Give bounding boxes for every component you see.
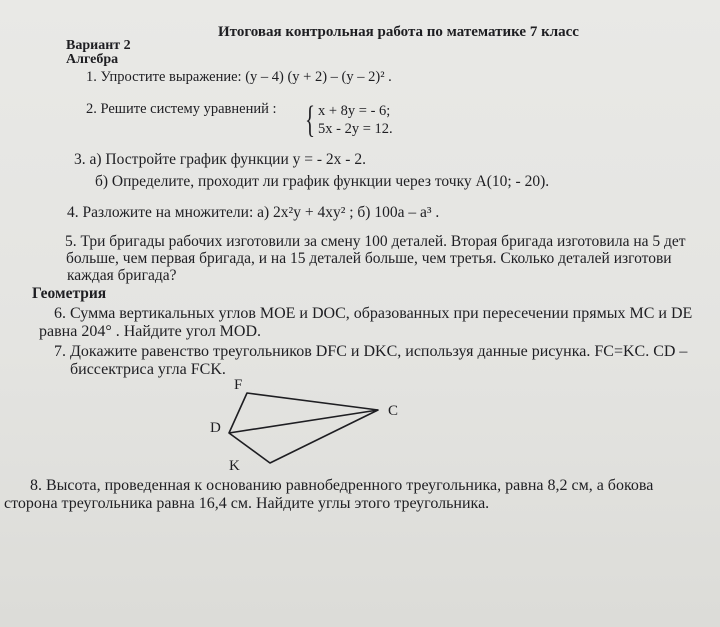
vertex-label-c: C	[388, 403, 399, 419]
task-2: 2. Решите систему уравнений :	[86, 101, 277, 117]
task-4: 4. Разложите на множители: а) 2x²y + 4xy² ; б) 100a – a³ .	[67, 204, 440, 221]
task-7-line-2: биссектриса угла FCK.	[70, 361, 226, 378]
task-5-line-3: каждая бригада?	[67, 267, 177, 284]
task-7-line-1: 7. Докажите равенство треугольников DFC и DKC, используя данные рисунка. FC=KC. CD –	[54, 343, 688, 360]
task-2-equation-2: 5x - 2y = 12.	[318, 121, 393, 137]
task-3a: 3. а) Постройте график функции y = - 2x - 2.	[74, 151, 366, 168]
section-geometry-heading: Геометрия	[32, 285, 107, 302]
quadrilateral-outline	[229, 393, 378, 463]
task-3b: б) Определите, проходит ли график функции через точку A(10; - 20).	[95, 173, 550, 190]
task-6-line-1: 6. Сумма вертикальных углов MOE и DOC, образованных при пересечении прямых MC и DE	[54, 305, 693, 322]
page-title: Итоговая контрольная работа по математике 7 класс	[218, 24, 579, 40]
task-5-line-2: больше, чем первая бригада, и на 15 деталей больше, чем третья. Сколько деталей изготови	[66, 250, 672, 267]
section-algebra-heading: Алгебра	[66, 52, 119, 67]
variant-label: Вариант 2	[66, 38, 131, 53]
task-1: 1. Упростите выражение: (y – 4) (y + 2) – (y – 2)² .	[86, 69, 392, 85]
system-brace: {	[305, 99, 316, 141]
task-5-line-1: 5. Три бригады рабочих изготовили за смену 100 деталей. Вторая бригада изготовила на 5 дет	[65, 233, 686, 250]
task-8-line-2: сторона треугольника равна 16,4 см. Найдите углы этого треугольника.	[4, 495, 490, 512]
vertex-label-f: F	[234, 377, 243, 393]
vertex-label-k: K	[229, 458, 240, 474]
vertex-label-d: D	[210, 420, 221, 436]
task-2-equation-1: x + 8y = - 6;	[318, 103, 391, 119]
task-8-line-1: 8. Высота, проведенная к основанию равнобедренного треугольника, равна 8,2 см, а бокова	[30, 477, 654, 494]
task-6-line-2: равна 204° . Найдите угол MOD.	[39, 323, 262, 340]
